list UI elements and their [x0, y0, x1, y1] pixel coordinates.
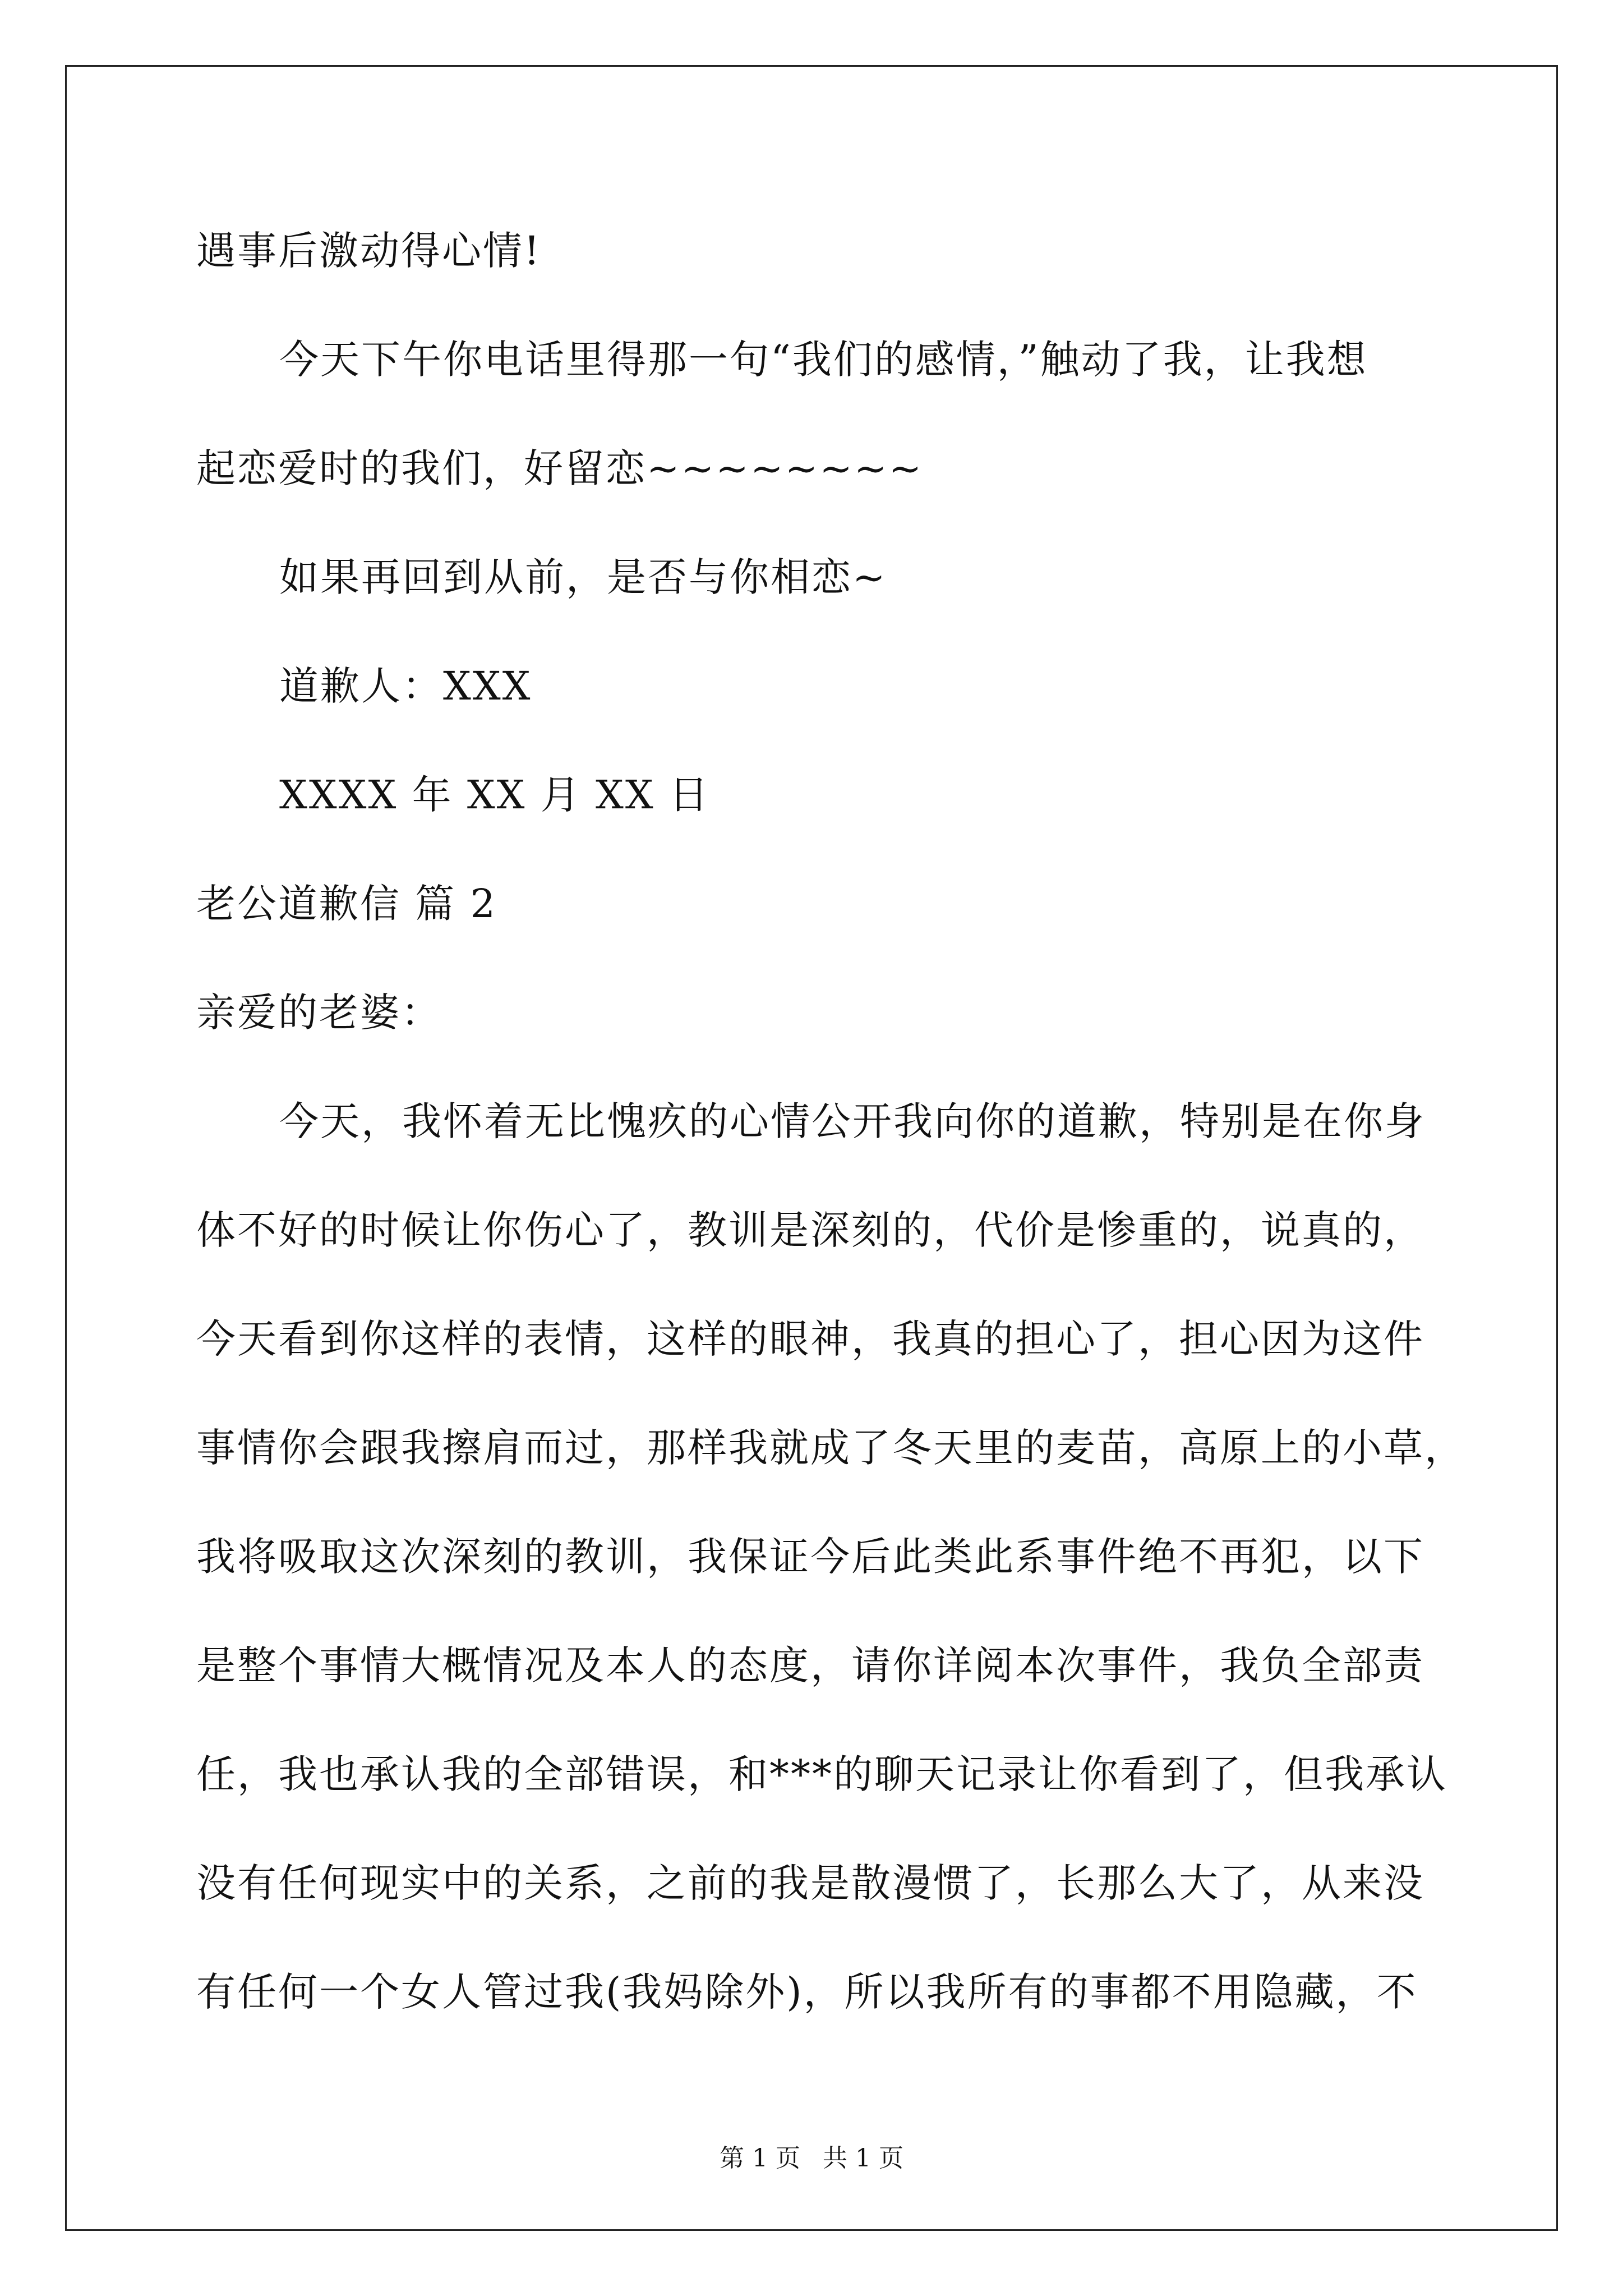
text-line-3: 起恋爱时的我们，好留恋~~~~~~~~	[196, 445, 924, 491]
section-heading: 老公道歉信 篇 2	[196, 881, 497, 927]
text-line-1: 遇事后激动得心情!	[196, 228, 542, 274]
page-number: 第 1 页	[720, 2144, 800, 2173]
page-footer	[0, 2142, 1623, 2175]
page-total: 共 1 页	[823, 2144, 903, 2173]
text-line-10: 体不好的时候让你伤心了，教训是深刻的，代价是惨重的，说真的，	[196, 1207, 1424, 1253]
text-line-4: 如果再回到从前，是否与你相恋~	[279, 554, 887, 600]
document-body	[196, 224, 1465, 2074]
text-line-11: 今天看到你这样的表情，这样的眼神，我真的担心了，担心因为这件	[196, 1316, 1424, 1362]
text-line-12: 事情你会跟我擦肩而过，那样我就成了冬天里的麦苗，高原上的小草，	[196, 1425, 1465, 1471]
text-line-9: 今天，我怀着无比愧疚的心情公开我向你的道歉，特别是在你身	[279, 1098, 1426, 1144]
text-line-14: 是整个事情大概情况及本人的态度，请你详阅本次事件，我负全部责	[196, 1642, 1424, 1688]
salutation: 亲爱的老婆：	[196, 990, 442, 1036]
text-line-13: 我将吸取这次深刻的教训，我保证今后此类此系事件绝不再犯，以下	[196, 1534, 1424, 1580]
date-line: XXXX 年 XX 月 XX 日	[279, 772, 710, 818]
text-line-2: 今天下午你电话里得那一句“我们的感情，”触动了我，让我想	[279, 337, 1368, 383]
text-line-16: 没有任何现实中的关系，之前的我是散漫惯了，长那么大了，从来没	[196, 1860, 1424, 1906]
signature-line: 道歉人：XXX	[279, 663, 532, 709]
text-line-17: 有任何一个女人管过我(我妈除外)，所以我所有的事都不用隐藏，不	[196, 1969, 1418, 2015]
text-line-15: 任，我也承认我的全部错误，和***的聊天记录让你看到了，但我承认	[196, 1751, 1447, 1797]
